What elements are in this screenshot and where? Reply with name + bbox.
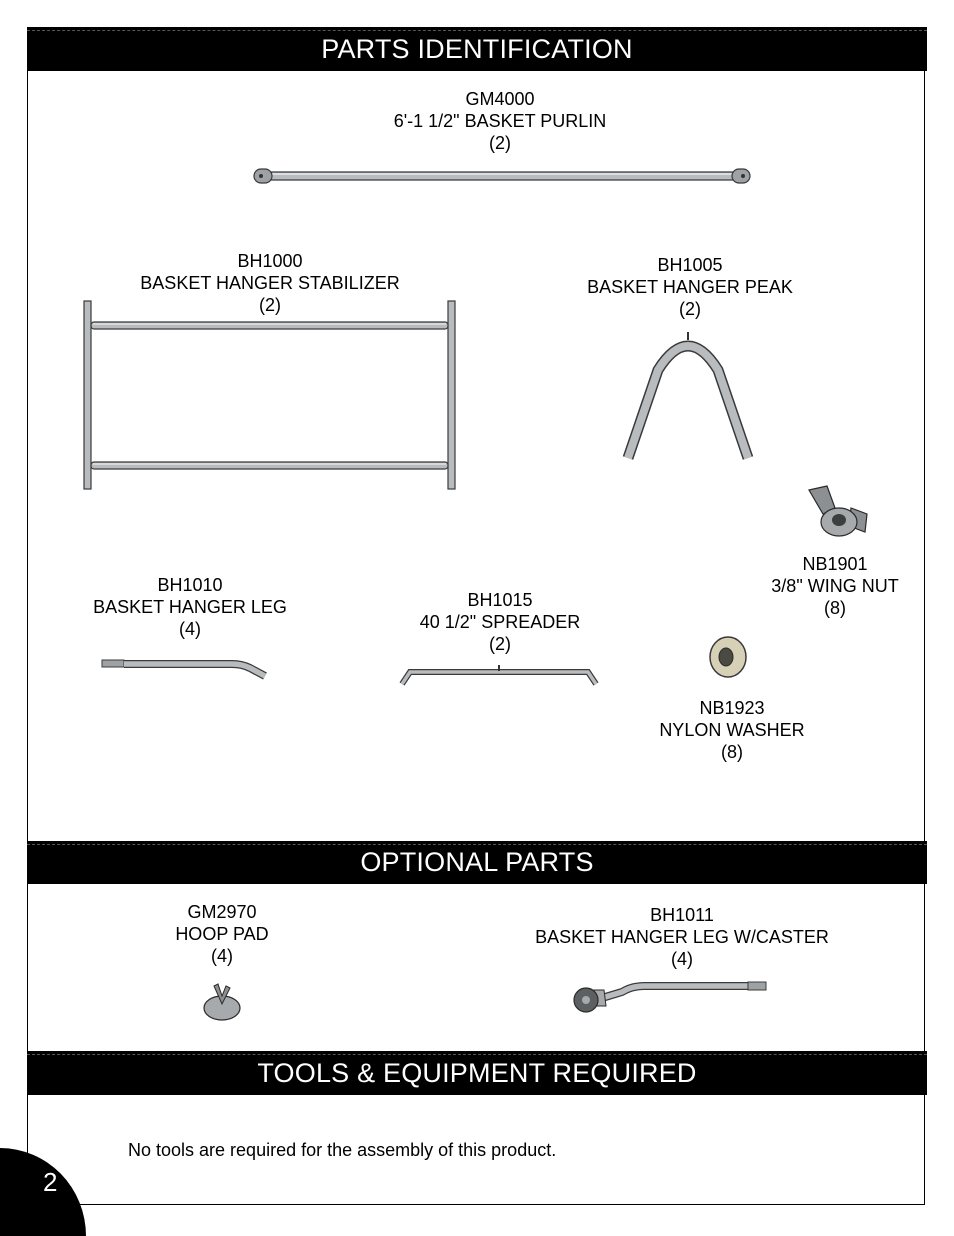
part-code: BH1015 [467,590,533,610]
part-qty: (2) [679,299,701,319]
part-qty: (2) [259,295,281,315]
part-label-nb1923 [632,697,832,763]
part-code: BH1000 [237,251,303,271]
optional-parts-header [27,841,927,884]
part-qty: (4) [211,946,233,966]
part-name: BASKET HANGER LEG [93,597,287,617]
part-label-bh1005 [550,254,830,320]
part-label-bh1011 [512,904,852,970]
part-name: BASKET HANGER PEAK [587,277,793,297]
part-qty: (2) [489,634,511,654]
part-qty: (2) [489,133,511,153]
stabilizer-frame-icon [80,298,460,493]
part-qty: (8) [721,742,743,762]
hoop-pad-icon [202,982,242,1022]
part-name: NYLON WASHER [659,720,805,740]
part-qty: (8) [824,598,846,618]
part-code: GM2970 [187,902,257,922]
part-code: NB1901 [802,554,868,574]
part-code: GM4000 [465,89,535,109]
wing-nut-icon [805,484,873,542]
part-qty: (4) [671,949,693,969]
spreader-icon [400,664,598,688]
peak-bend-icon [620,330,760,465]
parts-identification-header [27,27,927,71]
tools-note: No tools are required for the assembly of this product. [128,1140,557,1160]
part-code: BH1011 [650,905,714,925]
tools-title: TOOLS & EQUIPMENT REQUIRED [245,1058,708,1089]
part-name: 6'-1 1/2" BASKET PURLIN [393,111,607,131]
part-name: HOOP PAD [175,924,269,944]
hanger-leg-icon [100,656,270,684]
part-code: BH1005 [657,255,723,275]
part-qty: (4) [179,619,201,639]
parts-identification-title: PARTS IDENTIFICATION [309,34,645,65]
purlin-tube-icon [252,166,752,188]
part-name: BASKET HANGER STABILIZER [140,273,400,293]
part-label-gm4000 [350,88,650,154]
page-number: 2 [43,1167,58,1197]
part-label-bh1010 [60,574,320,640]
part-label-gm2970 [122,901,322,967]
part-name: 40 1/2" SPREADER [419,612,581,632]
part-label-nb1901 [735,553,935,619]
part-name: BASKET HANGER LEG W/CASTER [535,927,829,947]
part-label-bh1015 [390,589,610,655]
caster-leg-icon [572,978,770,1018]
part-code: NB1923 [699,698,765,718]
part-code: BH1010 [157,575,223,595]
optional-parts-title: OPTIONAL PARTS [348,847,605,878]
part-name: 3/8" WING NUT [771,576,899,596]
tools-header [27,1051,927,1095]
nylon-washer-icon [706,634,750,680]
